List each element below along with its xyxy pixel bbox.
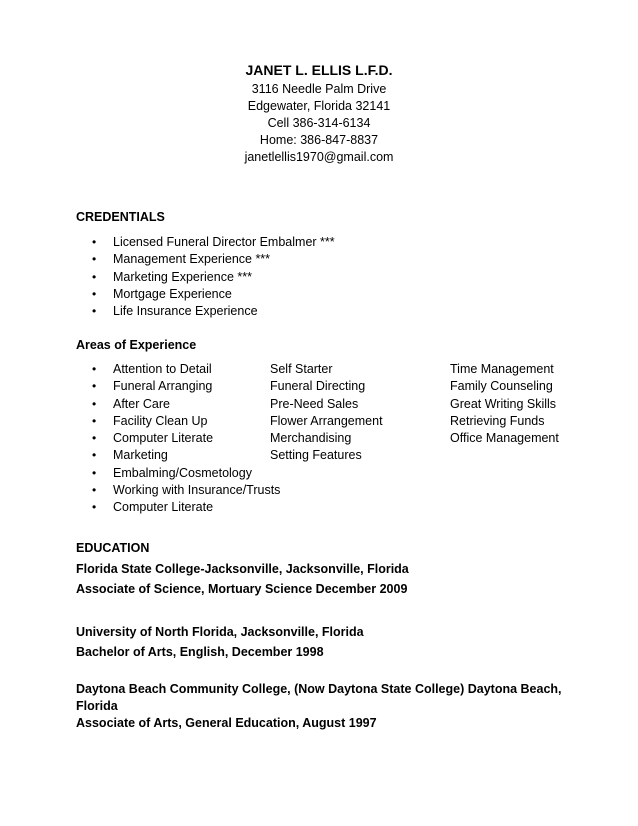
skill-col-2: Merchandising	[270, 431, 352, 446]
skill-col-1: After Care	[113, 396, 170, 411]
bullet-icon: •	[92, 465, 97, 480]
skill-col-1: Attention to Detail	[113, 362, 212, 376]
credential-text: Management Experience ***	[113, 252, 271, 267]
credential-text: Life Insurance Experience	[113, 304, 258, 319]
bullet-icon: •	[92, 269, 97, 284]
bullet-icon: •	[92, 483, 97, 498]
skill-col-1: Computer Literate	[113, 431, 214, 446]
bullet-icon: •	[92, 379, 97, 394]
school-name: Florida State College-Jacksonville, Jacksonville, Florida	[76, 562, 409, 576]
skill-col-1: Funeral Arranging	[113, 379, 213, 394]
skill-col-2: Funeral Directing	[270, 379, 366, 394]
bullet-icon: •	[92, 396, 97, 411]
experience-heading: Areas of Experience	[76, 338, 197, 352]
degree-info: Associate of Science, Mortuary Science December 2009	[76, 582, 408, 596]
bullet-icon: •	[92, 448, 97, 463]
bullet-icon: •	[92, 286, 97, 301]
skill-col-1: Working with Insurance/Trusts	[113, 483, 281, 498]
skill-col-1: Computer Literate	[113, 500, 214, 515]
bullet-icon: •	[92, 413, 97, 428]
credential-text: Marketing Experience ***	[113, 269, 252, 284]
skill-col-3: Family Counseling	[450, 379, 553, 394]
skill-col-2: Self Starter	[270, 362, 333, 376]
skill-col-2: Flower Arrangement	[270, 413, 383, 428]
bullet-icon: •	[92, 304, 97, 319]
bullet-icon: •	[92, 500, 97, 515]
bullet-icon: •	[92, 431, 97, 446]
skill-col-2: Setting Features	[270, 448, 362, 463]
skill-col-3: Time Management	[450, 362, 554, 376]
credential-text: Mortgage Experience	[113, 286, 232, 301]
email-address: janetlellis1970@gmail.com	[244, 150, 394, 164]
skill-col-3: Great Writing Skills	[450, 396, 557, 411]
bullet-icon: •	[92, 362, 97, 376]
skill-col-3: Retrieving Funds	[450, 413, 545, 428]
applicant-name: JANET L. ELLIS L.F.D.	[245, 62, 393, 78]
degree-info: Bachelor of Arts, English, December 1998	[76, 645, 324, 659]
school-name: University of North Florida, Jacksonville, Florida	[76, 625, 364, 639]
education-heading: EDUCATION	[76, 541, 150, 555]
skill-col-1: Marketing	[113, 448, 168, 463]
cell-phone: Cell 386-314-6134	[267, 116, 371, 130]
home-phone: Home: 386-847-8837	[259, 133, 379, 147]
address-line-1: 3116 Needle Palm Drive	[251, 82, 387, 96]
skill-col-2: Pre-Need Sales	[270, 396, 359, 411]
bullet-icon: •	[92, 252, 97, 267]
address-line-2: Edgewater, Florida 32141	[247, 99, 391, 113]
credentials-heading: CREDENTIALS	[76, 210, 165, 224]
school-name: Daytona Beach Community College, (Now Daytona State College) Daytona Beach, Florida	[76, 682, 562, 713]
credential-text: Licensed Funeral Director Embalmer ***	[113, 235, 335, 249]
bullet-icon: •	[92, 235, 97, 249]
skill-col-3: Office Management	[450, 431, 559, 446]
degree-info: Associate of Arts, General Education, August 1997	[76, 716, 377, 730]
skill-col-1: Embalming/Cosmetology	[113, 465, 252, 480]
skill-col-1: Facility Clean Up	[113, 413, 208, 428]
